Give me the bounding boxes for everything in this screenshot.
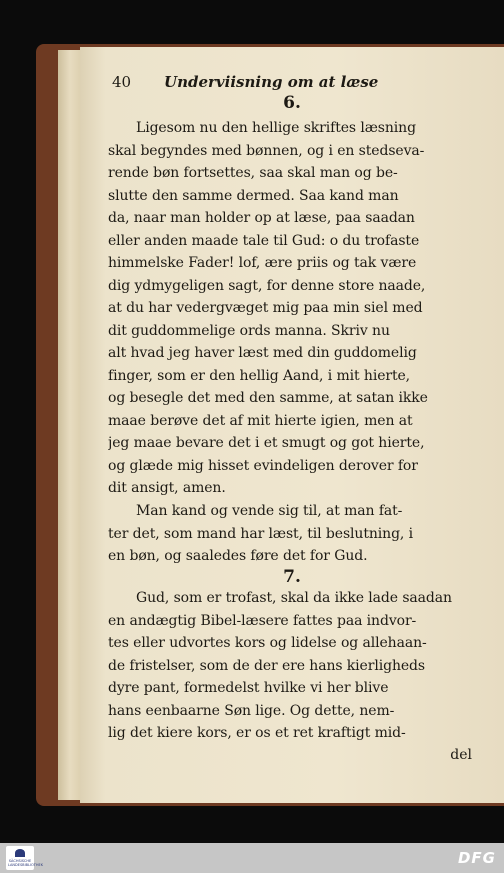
page-number: 40 <box>112 73 132 91</box>
text-line: hans eenbaarne Søn lige. Og dette, nem- <box>108 702 395 719</box>
text-line: ter det, som mand har læst, til beslutning, i <box>108 525 414 542</box>
book-page <box>80 47 504 803</box>
text-line: Ligesom nu den hellige skriftes læsning <box>136 120 416 136</box>
paragraph-2 <box>108 500 496 568</box>
paragraph-1 <box>108 117 496 500</box>
text-line: rende bøn fortsettes, saa skal man og be- <box>108 165 398 181</box>
library-logo-icon <box>15 849 25 857</box>
text-line: de fristelser, som de der ere hans kierligheds <box>108 657 426 674</box>
text-line: slutte den samme dermed. Saa kand man <box>108 187 399 204</box>
footer-bar <box>0 843 504 873</box>
text-line: finger, som er den hellig Aand, i mit hierte, <box>108 367 411 384</box>
catchword: del <box>450 747 472 763</box>
text-line: tes eller udvortes kors og lidelse og allehaan- <box>108 635 427 651</box>
text-line: alt hvad jeg haver læst med din guddomelig <box>108 345 417 361</box>
text-line: og besegle det med den samme, at satan ikke <box>108 390 428 406</box>
section-number-6: 6. <box>283 93 301 113</box>
text-line: Gud, som er trofast, skal da ikke lade saadan <box>136 590 452 606</box>
text-line: at du har vedergvæget mig paa min siel med <box>108 300 423 316</box>
text-line: himmelske Fader! lof, ære priis og tak være <box>108 255 417 271</box>
text-line: Man kand og vende sig til, at man fat- <box>136 503 403 519</box>
text-line: dig ydmygeligen sagt, for denne store naade, <box>108 277 426 294</box>
text-line: og glæde mig hisset evindeligen derover for <box>108 457 418 474</box>
text-line: eller anden maade tale til Gud: o du trofaste <box>108 232 420 249</box>
text-line: maae berøve det af mit hierte igien, men at <box>108 412 413 429</box>
text-line: dyre pant, formedelst hvilke vi her blive <box>108 680 389 696</box>
text-line: dit ansigt, amen. <box>108 480 226 496</box>
text-line: skal begyndes med bønnen, og i en stedseva- <box>108 142 425 159</box>
text-line: da, naar man holder op at læse, paa saadan <box>108 210 415 226</box>
text-line: en bøn, og saaledes føre det for Gud. <box>108 548 368 564</box>
text-line: dit guddommelige ords manna. Skriv nu <box>108 322 390 339</box>
text-line: en andægtig Bibel-læsere fattes paa indvor- <box>108 612 417 629</box>
section-number-7: 7. <box>283 567 301 587</box>
running-title: Underviisning om at læse <box>164 73 379 91</box>
text-line: jeg maae bevare det i et smugt og got hierte, <box>108 435 425 451</box>
library-logo-text: SÄCHSISCHE LANDESBIBLIOTHEK <box>8 859 44 867</box>
library-logo <box>6 846 44 870</box>
text-line: lig det kiere kors, er os et ret kraftigt mid- <box>108 725 406 741</box>
paragraph-3 <box>108 587 496 745</box>
dfg-logo: DFG <box>457 849 496 867</box>
